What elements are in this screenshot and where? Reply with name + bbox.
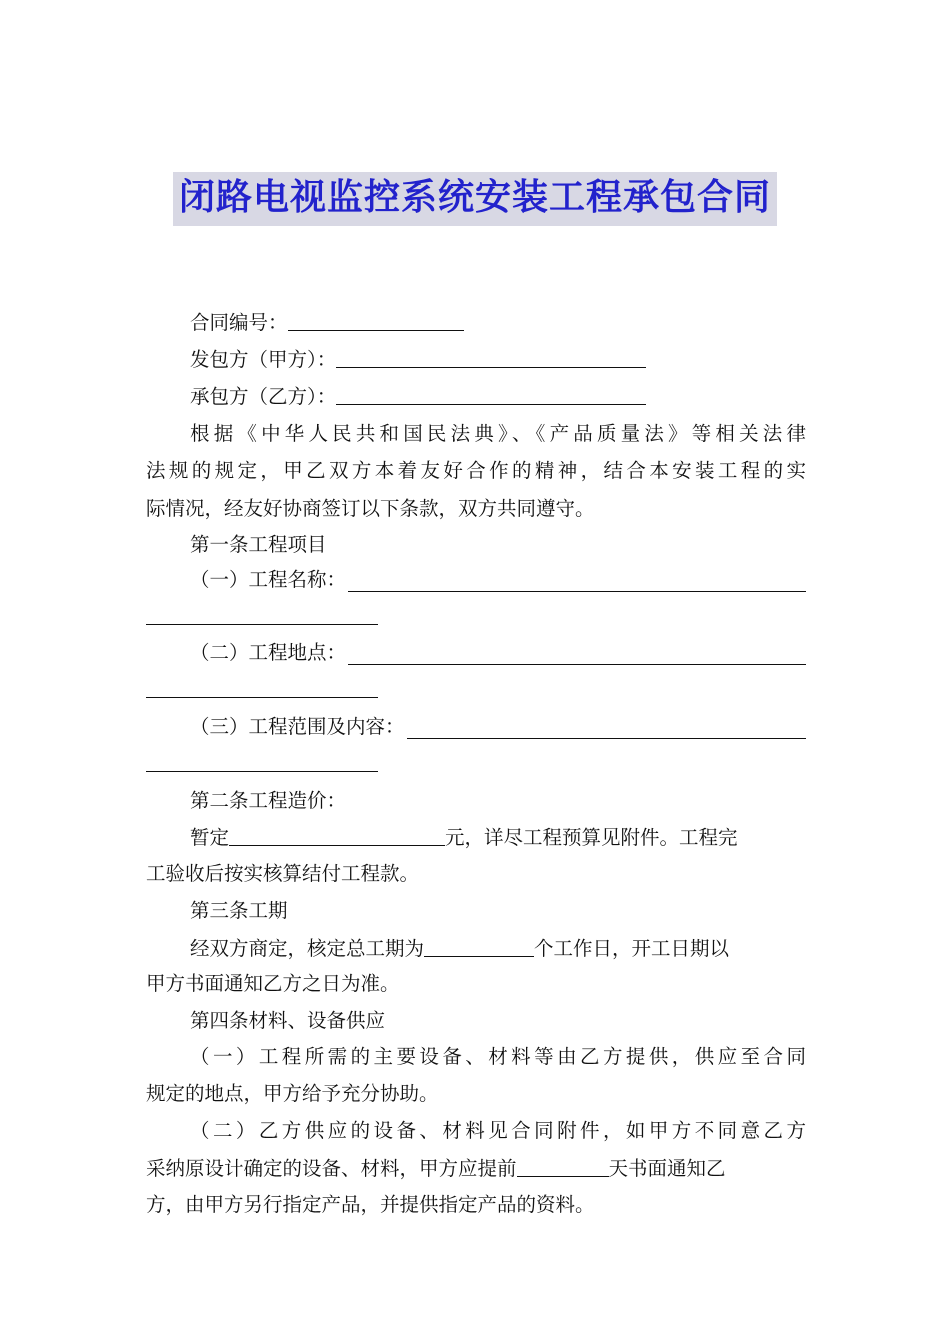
project-name-blank-2[interactable] [146,604,378,625]
contract-number-blank[interactable] [288,310,464,331]
notice-suffix: 天书面通知乙 [608,1157,726,1180]
duration-prefix: 经双方商定，核定总工期为 [190,937,425,960]
price-suffix: 元，详尽工程预算见附件。工程完 [445,826,738,849]
article-4-heading: 第四条材料、设备供应 [190,1009,386,1032]
duration-line [190,936,806,961]
project-site-blank[interactable] [348,644,806,665]
duration-suffix: 个工作日，开工日期以 [534,937,730,960]
party-a-blank[interactable] [336,347,646,368]
project-site-label: （二）工程地点： [190,641,347,664]
party-b-blank[interactable] [336,384,646,405]
project-site-line [190,641,806,665]
party-a-line [190,347,806,372]
project-scope-line [190,715,806,739]
price-line-2: 工验收后按实核算结付工程款。 [146,862,420,885]
price-blank[interactable] [229,825,445,846]
party-b-line [190,384,806,409]
notice-prefix: 采纳原设计确定的设备、材料，甲方应提前 [146,1157,517,1180]
project-scope-continuation [146,751,806,776]
supply-item-2-line-3: 方，由甲方另行指定产品，并提供指定产品的资料。 [146,1193,595,1216]
party-b-label: 承包方（乙方）： [190,385,337,408]
project-name-blank[interactable] [348,571,806,592]
project-scope-blank[interactable] [407,718,806,739]
supply-item-1-line-1: （一）工程所需的主要设备、材料等由乙方提供，供应至合同 [190,1045,806,1068]
price-prefix: 暂定 [190,826,230,849]
article-3-heading: 第三条工期 [190,899,288,922]
intro-line-3: 际情况，经友好协商签订以下条款，双方共同遵守。 [146,497,595,520]
contract-number-line [190,310,806,335]
supply-item-2-line-1: （二）乙方供应的设备、材料见合同附件，如甲方不同意乙方 [190,1119,806,1142]
intro-line-2: 法规的规定，甲乙双方本着友好合作的精神，结合本安装工程的实 [146,459,806,482]
project-name-label: （一）工程名称： [190,568,347,591]
project-name-line [190,568,806,592]
project-site-blank-2[interactable] [146,677,378,698]
duration-line-2: 甲方书面通知乙方之日为准。 [146,972,400,995]
document-title [0,172,950,226]
project-scope-label: （三）工程范围及内容： [190,715,405,738]
document-title-text: 闭路电视监控系统安装工程承包合同 [173,172,777,226]
project-scope-blank-2[interactable] [146,751,378,772]
project-name-continuation [146,604,806,629]
price-line [190,825,806,850]
article-1-heading: 第一条工程项目 [190,533,327,556]
party-a-label: 发包方（甲方）： [190,348,337,371]
contract-number-label: 合同编号： [190,311,288,334]
duration-blank[interactable] [424,936,534,957]
project-site-continuation [146,677,806,702]
supply-item-2-line-2 [146,1156,806,1181]
supply-item-1-line-2: 规定的地点，甲方给予充分协助。 [146,1082,439,1105]
article-2-heading: 第二条工程造价： [190,789,347,812]
notice-days-blank[interactable] [517,1156,609,1177]
intro-line-1: 根据《中华人民共和国民法典》、《产品质量法》等相关法律 [190,422,806,445]
